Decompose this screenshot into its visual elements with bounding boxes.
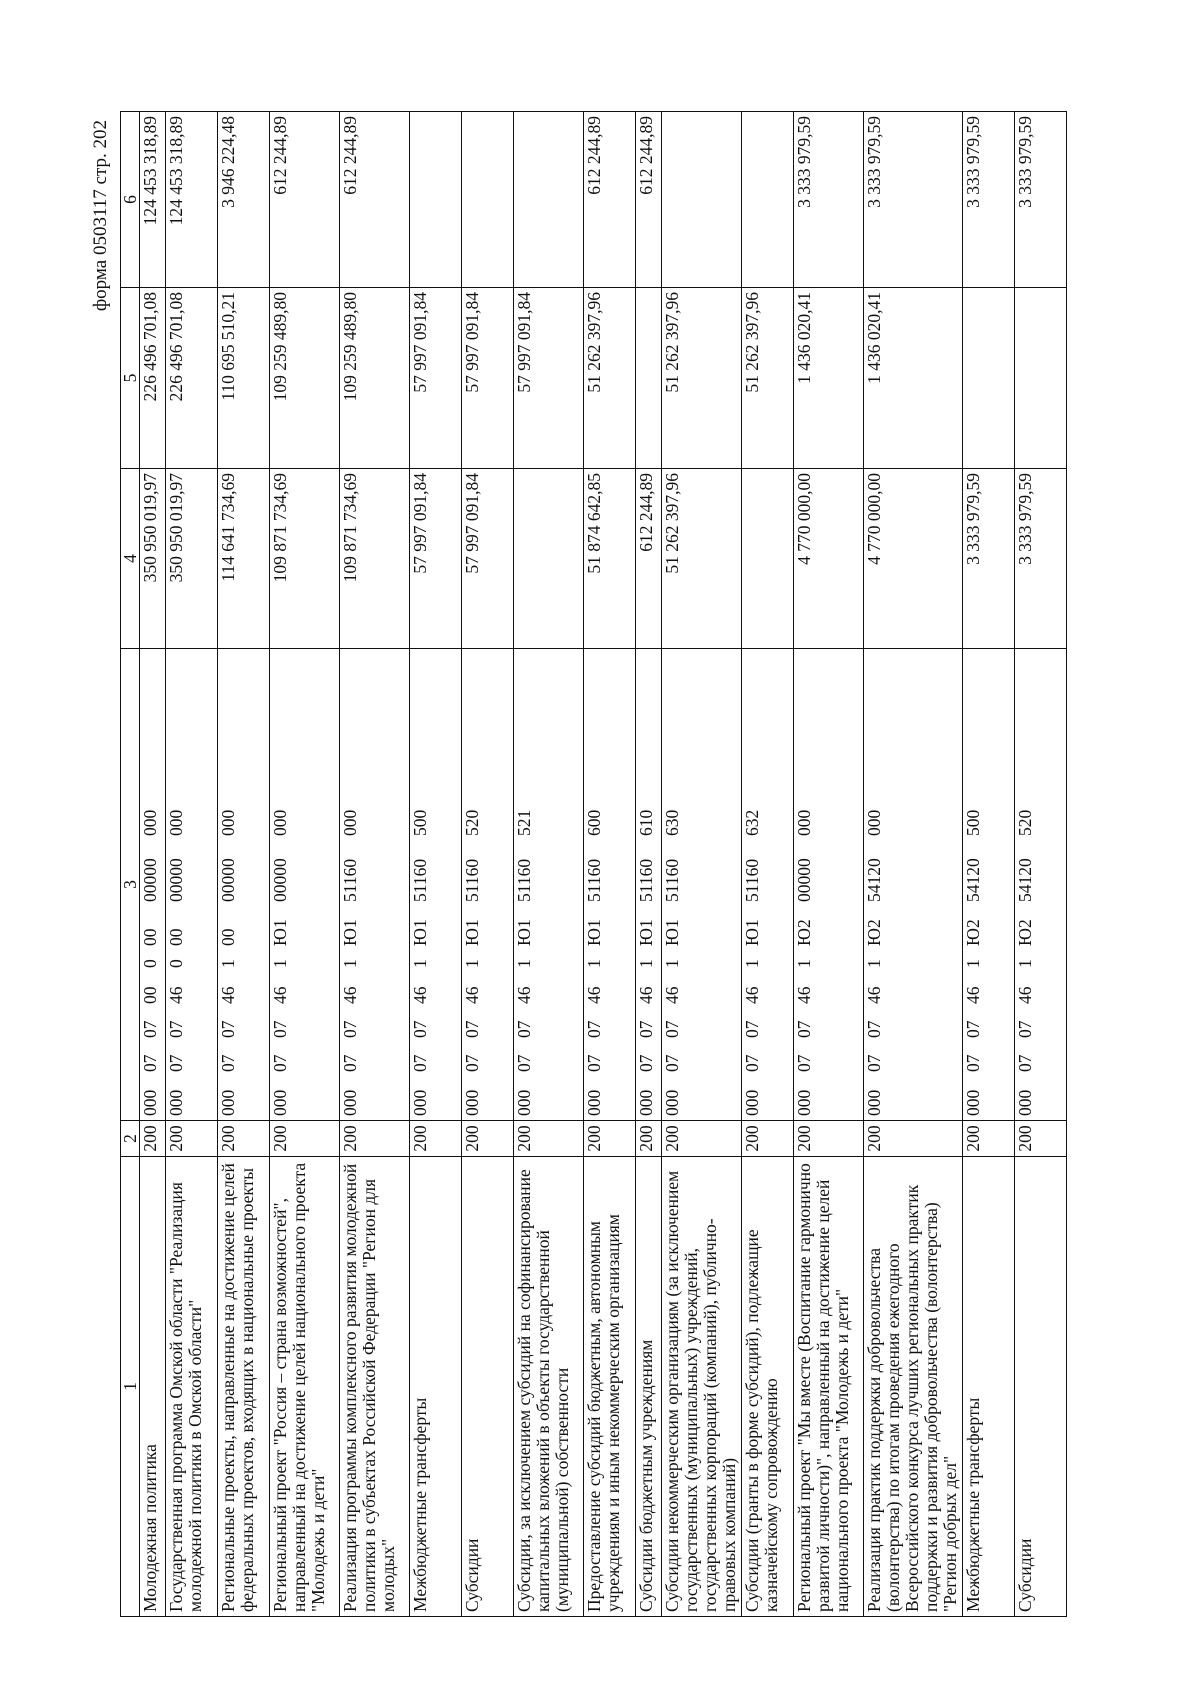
- budget-code-part: 000: [340, 809, 360, 836]
- budget-code-part: 07: [514, 1020, 534, 1038]
- row-name: Межбюджетные трансферты: [410, 1157, 462, 1617]
- table-row: [636, 112, 662, 1617]
- amount-v6: 3 333 979,59: [864, 112, 963, 288]
- budget-code-parts: [219, 653, 238, 1116]
- header-cell: 5: [121, 288, 140, 469]
- budget-code-part: 07: [864, 1020, 884, 1038]
- row-name: Субсидии некоммерческим организациям (за исключением государственных (муниципальных) учреждений, государственных корпораций (компаний), публично-правовых компаний): [662, 1157, 742, 1617]
- row-line-code: 200: [864, 1121, 963, 1157]
- row-budget-code: [410, 649, 462, 1121]
- row-name: Субсидии бюджетным учреждениям: [636, 1157, 662, 1617]
- table-row: [462, 112, 514, 1617]
- row-budget-code: [270, 649, 340, 1121]
- budget-code-part: 46: [514, 986, 534, 1004]
- row-line-code: 200: [166, 1121, 218, 1157]
- table-row: [270, 112, 340, 1617]
- budget-code-part: 000: [166, 809, 186, 836]
- amount-v5: 226 496 701,08: [166, 288, 218, 469]
- budget-code-part: 46: [218, 986, 238, 1004]
- budget-code-part: 46: [794, 986, 814, 1004]
- amount-v5: [636, 288, 662, 469]
- amount-v4: 3 333 979,59: [1015, 469, 1067, 649]
- budget-code-part: 520: [462, 809, 482, 836]
- amount-v4: 57 997 091,84: [462, 469, 514, 649]
- amount-v5: 57 997 091,84: [514, 288, 584, 469]
- amount-v5: 57 997 091,84: [410, 288, 462, 469]
- row-name: Субсидии, за исключением субсидий на софинансирование капитальных вложений в объекты государственной (муниципальной) собственности: [514, 1157, 584, 1617]
- amount-v5: 226 496 701,08: [140, 288, 166, 469]
- budget-code-part: 1: [963, 959, 983, 968]
- budget-code-part: 520: [1015, 809, 1035, 836]
- budget-code-part: 51160: [340, 858, 360, 902]
- budget-code-part: 07: [742, 1054, 762, 1072]
- budget-code-part: 00000: [140, 858, 160, 902]
- amount-v6: [742, 112, 794, 288]
- budget-code-part: 000: [340, 1089, 360, 1116]
- budget-code-part: 46: [462, 986, 482, 1004]
- table-row: [514, 112, 584, 1617]
- row-budget-code: [514, 649, 584, 1121]
- row-name: Субсидии: [1015, 1157, 1067, 1617]
- budget-code-parts: [743, 653, 762, 1116]
- row-name: Субсидии (гранты в форме субсидий), подлежащие казначейскому сопровождению: [742, 1157, 794, 1617]
- budget-code-part: 00000: [270, 858, 290, 902]
- table-row: [742, 112, 794, 1617]
- budget-code-part: 000: [270, 1089, 290, 1116]
- table-row: [662, 112, 742, 1617]
- amount-v6: 3 946 224,48: [218, 112, 270, 288]
- table-row: [218, 112, 270, 1617]
- budget-code-part: 000: [742, 1089, 762, 1116]
- budget-code-parts: [167, 653, 186, 1116]
- budget-code-part: Ю1: [742, 919, 762, 946]
- amount-v6: 612 244,89: [584, 112, 636, 288]
- budget-code-part: Ю2: [794, 919, 814, 946]
- budget-code-parts: [141, 653, 160, 1116]
- budget-code-parts: [341, 653, 360, 1116]
- budget-code-part: 00000: [794, 858, 814, 902]
- budget-code-part: 00: [140, 986, 160, 1004]
- budget-code-part: 51160: [742, 858, 762, 902]
- amount-v5: [963, 288, 1015, 469]
- budget-code-part: 000: [794, 809, 814, 836]
- row-line-code: 200: [1015, 1121, 1067, 1157]
- budget-code-part: 46: [410, 986, 430, 1004]
- amount-v6: 124 453 318,89: [166, 112, 218, 288]
- budget-code-part: 1: [1015, 959, 1035, 968]
- row-budget-code: [1015, 649, 1067, 1121]
- budget-code-part: 07: [462, 1020, 482, 1038]
- budget-code-part: Ю1: [270, 919, 290, 946]
- budget-code-parts: [271, 653, 290, 1116]
- budget-code-part: Ю1: [514, 919, 534, 946]
- budget-code-part: 07: [410, 1054, 430, 1072]
- amount-v6: [462, 112, 514, 288]
- row-name: Региональный проект "Россия – страна возможностей", направленный на достижение целей национального проекта "Молодежь и дети": [270, 1157, 340, 1617]
- amount-v6: [410, 112, 462, 288]
- amount-v4: 4 770 000,00: [794, 469, 864, 649]
- budget-code-parts: [463, 653, 482, 1116]
- budget-code-part: 1: [742, 959, 762, 968]
- table-row: [340, 112, 410, 1617]
- row-line-code: 200: [410, 1121, 462, 1157]
- header-cell: 2: [121, 1121, 140, 1157]
- amount-v5: [1015, 288, 1067, 469]
- row-budget-code: [864, 649, 963, 1121]
- budget-code-part: 500: [963, 809, 983, 836]
- budget-code-parts: [865, 653, 884, 1116]
- table-row: [1015, 112, 1067, 1617]
- row-budget-code: [340, 649, 410, 1121]
- table-row: [410, 112, 462, 1617]
- budget-code-part: 630: [662, 809, 682, 836]
- row-budget-code: [462, 649, 514, 1121]
- amount-v6: 3 333 979,59: [1015, 112, 1067, 288]
- budget-code-part: 07: [742, 1020, 762, 1038]
- budget-code-part: 07: [662, 1020, 682, 1038]
- amount-v4: 4 770 000,00: [864, 469, 963, 649]
- budget-code-part: 07: [794, 1020, 814, 1038]
- budget-code-part: 00: [140, 928, 160, 946]
- budget-code-part: 46: [1015, 986, 1035, 1004]
- row-line-code: 200: [742, 1121, 794, 1157]
- budget-code-part: Ю1: [410, 919, 430, 946]
- budget-code-part: 07: [166, 1020, 186, 1038]
- budget-code-parts: [637, 653, 656, 1116]
- budget-table: [120, 111, 1067, 1617]
- budget-code-part: 07: [410, 1020, 430, 1038]
- row-line-code: 200: [636, 1121, 662, 1157]
- budget-code-part: 07: [218, 1020, 238, 1038]
- budget-code-parts: [515, 653, 534, 1116]
- budget-code-part: 07: [584, 1020, 604, 1038]
- amount-v5: 109 259 489,80: [270, 288, 340, 469]
- budget-code-part: Ю1: [636, 919, 656, 946]
- row-budget-code: [742, 649, 794, 1121]
- amount-v5: 1 436 020,41: [864, 288, 963, 469]
- budget-code-part: 000: [140, 1089, 160, 1116]
- table-row: [140, 112, 166, 1617]
- row-name: Предоставление субсидий бюджетным, автономным учреждениям и иным некоммерческим организациям: [584, 1157, 636, 1617]
- budget-code-part: 51160: [462, 858, 482, 902]
- row-name: Межбюджетные трансферты: [963, 1157, 1015, 1617]
- amount-v6: [662, 112, 742, 288]
- budget-code-part: 07: [218, 1054, 238, 1072]
- row-name: Реализация практик поддержки добровольчества (волонтерства) по итогам проведения ежегодного Всероссийского конкурса лучших региональных практик поддержки и развития добровольчества (волонтерства) "Регион добрых дел": [864, 1157, 963, 1617]
- row-line-code: 200: [514, 1121, 584, 1157]
- amount-v5: 51 262 397,96: [662, 288, 742, 469]
- budget-code-parts: [585, 653, 604, 1116]
- row-name: Региональный проект "Мы вместе (Воспитание гармонично развитой личности)", направленный на достижение целей национального проекта "Молодежь и дети": [794, 1157, 864, 1617]
- budget-code-part: 51160: [584, 858, 604, 902]
- row-name: Субсидии: [462, 1157, 514, 1617]
- budget-code-part: 46: [742, 986, 762, 1004]
- budget-code-part: Ю1: [340, 919, 360, 946]
- budget-code-part: 54120: [864, 858, 884, 902]
- amount-v5: 1 436 020,41: [794, 288, 864, 469]
- amount-v4: 350 950 019,97: [166, 469, 218, 649]
- budget-code-parts: [964, 653, 983, 1116]
- row-line-code: 200: [794, 1121, 864, 1157]
- budget-code-part: 07: [270, 1020, 290, 1038]
- form-label: форма 0503117 стр. 202: [90, 120, 111, 312]
- budget-code-part: 000: [1015, 1089, 1035, 1116]
- table-row: [794, 112, 864, 1617]
- budget-code-part: 07: [514, 1054, 534, 1072]
- budget-code-part: 0: [166, 959, 186, 968]
- budget-code-part: 07: [662, 1054, 682, 1072]
- amount-v4: 109 871 734,69: [270, 469, 340, 649]
- table-row: [963, 112, 1015, 1617]
- budget-code-part: 07: [1015, 1054, 1035, 1072]
- amount-v5: 110 695 510,21: [218, 288, 270, 469]
- row-budget-code: [584, 649, 636, 1121]
- budget-code-part: 07: [636, 1054, 656, 1072]
- budget-code-part: 1: [218, 959, 238, 968]
- budget-code-part: Ю2: [963, 919, 983, 946]
- amount-v5: 109 259 489,80: [340, 288, 410, 469]
- budget-code-part: 000: [218, 809, 238, 836]
- row-name: Молодежная политика: [140, 1157, 166, 1617]
- amount-v6: 612 244,89: [636, 112, 662, 288]
- budget-code-part: 1: [270, 959, 290, 968]
- table-row: [584, 112, 636, 1617]
- budget-code-part: 000: [410, 1089, 430, 1116]
- row-line-code: 200: [218, 1121, 270, 1157]
- budget-code-part: 46: [584, 986, 604, 1004]
- header-cell: 4: [121, 469, 140, 649]
- table-row: [864, 112, 963, 1617]
- budget-code-parts: [663, 653, 682, 1116]
- row-line-code: 200: [340, 1121, 410, 1157]
- budget-code-part: 000: [462, 1089, 482, 1116]
- budget-code-part: 00000: [218, 858, 238, 902]
- budget-code-part: 07: [340, 1054, 360, 1072]
- budget-code-part: 000: [270, 809, 290, 836]
- row-line-code: 200: [140, 1121, 166, 1157]
- budget-code-part: 46: [270, 986, 290, 1004]
- budget-code-part: 000: [864, 1089, 884, 1116]
- budget-code-part: 000: [166, 1089, 186, 1116]
- amount-v6: [514, 112, 584, 288]
- amount-v4: 350 950 019,97: [140, 469, 166, 649]
- amount-v4: 114 641 734,69: [218, 469, 270, 649]
- row-line-code: 200: [462, 1121, 514, 1157]
- budget-code-part: 0: [140, 959, 160, 968]
- amount-v6: 3 333 979,59: [963, 112, 1015, 288]
- amount-v4: 57 997 091,84: [410, 469, 462, 649]
- budget-code-part: 521: [514, 809, 534, 836]
- amount-v6: 124 453 318,89: [140, 112, 166, 288]
- budget-code-part: 00000: [166, 858, 186, 902]
- budget-code-part: 00: [166, 928, 186, 946]
- amount-v4: 51 874 642,85: [584, 469, 636, 649]
- budget-code-part: 54120: [1015, 858, 1035, 902]
- row-name: Реализация программы комплексного развития молодежной политики в субъектах Российской Федерации "Регион для молодых": [340, 1157, 410, 1617]
- budget-code-part: 54120: [963, 858, 983, 902]
- budget-code-part: 1: [794, 959, 814, 968]
- budget-code-part: Ю1: [584, 919, 604, 946]
- budget-code-part: 000: [794, 1089, 814, 1116]
- table-row: [166, 112, 218, 1617]
- header-cell: 1: [121, 1157, 140, 1617]
- budget-code-part: 07: [584, 1054, 604, 1072]
- budget-code-part: 51160: [636, 858, 656, 902]
- budget-code-part: Ю1: [462, 919, 482, 946]
- row-line-code: 200: [662, 1121, 742, 1157]
- row-budget-code: [166, 649, 218, 1121]
- row-budget-code: [794, 649, 864, 1121]
- amount-v5: 51 262 397,96: [584, 288, 636, 469]
- budget-code-part: 000: [140, 809, 160, 836]
- row-budget-code: [140, 649, 166, 1121]
- amount-v5: 51 262 397,96: [742, 288, 794, 469]
- amount-v4: [742, 469, 794, 649]
- budget-code-part: 07: [166, 1054, 186, 1072]
- budget-code-part: 46: [340, 986, 360, 1004]
- amount-v4: 51 262 397,96: [662, 469, 742, 649]
- amount-v5: 57 997 091,84: [462, 288, 514, 469]
- budget-code-parts: [1016, 653, 1035, 1116]
- row-budget-code: [218, 649, 270, 1121]
- header-row: [121, 112, 140, 1617]
- budget-code-parts: [411, 653, 430, 1116]
- amount-v4: [514, 469, 584, 649]
- budget-code-part: 51160: [410, 858, 430, 902]
- budget-code-part: 000: [218, 1089, 238, 1116]
- budget-code-part: 07: [864, 1054, 884, 1072]
- row-name: Региональные проекты, направленные на достижение целей федеральных проектов, входящих в национальные проекты: [218, 1157, 270, 1617]
- amount-v4: 612 244,89: [636, 469, 662, 649]
- budget-code-part: 07: [636, 1020, 656, 1038]
- row-line-code: 200: [270, 1121, 340, 1157]
- row-budget-code: [636, 649, 662, 1121]
- header-cell: 3: [121, 649, 140, 1121]
- budget-code-parts: [795, 653, 814, 1116]
- budget-code-part: 46: [864, 986, 884, 1004]
- amount-v6: 3 333 979,59: [794, 112, 864, 288]
- amount-v6: 612 244,89: [270, 112, 340, 288]
- budget-code-part: 1: [410, 959, 430, 968]
- amount-v4: 3 333 979,59: [963, 469, 1015, 649]
- header-cell: 6: [121, 112, 140, 288]
- budget-code-part: 07: [963, 1020, 983, 1038]
- budget-code-part: 46: [662, 986, 682, 1004]
- budget-code-part: 1: [340, 959, 360, 968]
- budget-code-part: Ю2: [1015, 919, 1035, 946]
- budget-code-part: 000: [662, 1089, 682, 1116]
- row-line-code: 200: [963, 1121, 1015, 1157]
- budget-code-part: 1: [584, 959, 604, 968]
- budget-code-part: 07: [140, 1020, 160, 1038]
- budget-code-part: 500: [410, 809, 430, 836]
- row-name: Государственная программа Омской области "Реализация молодежной политики в Омской области": [166, 1157, 218, 1617]
- row-line-code: 200: [584, 1121, 636, 1157]
- budget-code-part: 1: [514, 959, 534, 968]
- budget-code-part: 07: [140, 1054, 160, 1072]
- budget-code-part: 46: [166, 986, 186, 1004]
- budget-code-part: 000: [514, 1089, 534, 1116]
- budget-code-part: 07: [963, 1054, 983, 1072]
- budget-code-part: 51160: [662, 858, 682, 902]
- budget-code-part: 632: [742, 809, 762, 836]
- budget-code-part: 46: [963, 986, 983, 1004]
- budget-code-part: 1: [636, 959, 656, 968]
- budget-code-part: Ю2: [864, 919, 884, 946]
- budget-code-part: 00: [218, 928, 238, 946]
- budget-code-part: 000: [636, 1089, 656, 1116]
- budget-code-part: 07: [1015, 1020, 1035, 1038]
- budget-code-part: 1: [864, 959, 884, 968]
- budget-code-part: 600: [584, 809, 604, 836]
- amount-v6: 612 244,89: [340, 112, 410, 288]
- amount-v4: 109 871 734,69: [340, 469, 410, 649]
- budget-code-part: 000: [963, 1089, 983, 1116]
- budget-code-part: 610: [636, 809, 656, 836]
- budget-code-part: 1: [662, 959, 682, 968]
- budget-code-part: 46: [636, 986, 656, 1004]
- budget-code-part: 07: [270, 1054, 290, 1072]
- budget-code-part: 000: [584, 1089, 604, 1116]
- budget-code-part: 51160: [514, 858, 534, 902]
- table-body: [140, 112, 1067, 1617]
- budget-code-part: 07: [794, 1054, 814, 1072]
- budget-code-part: 000: [864, 809, 884, 836]
- row-budget-code: [963, 649, 1015, 1121]
- budget-code-part: 07: [462, 1054, 482, 1072]
- budget-code-part: Ю1: [662, 919, 682, 946]
- budget-code-part: 07: [340, 1020, 360, 1038]
- budget-code-part: 1: [462, 959, 482, 968]
- row-budget-code: [662, 649, 742, 1121]
